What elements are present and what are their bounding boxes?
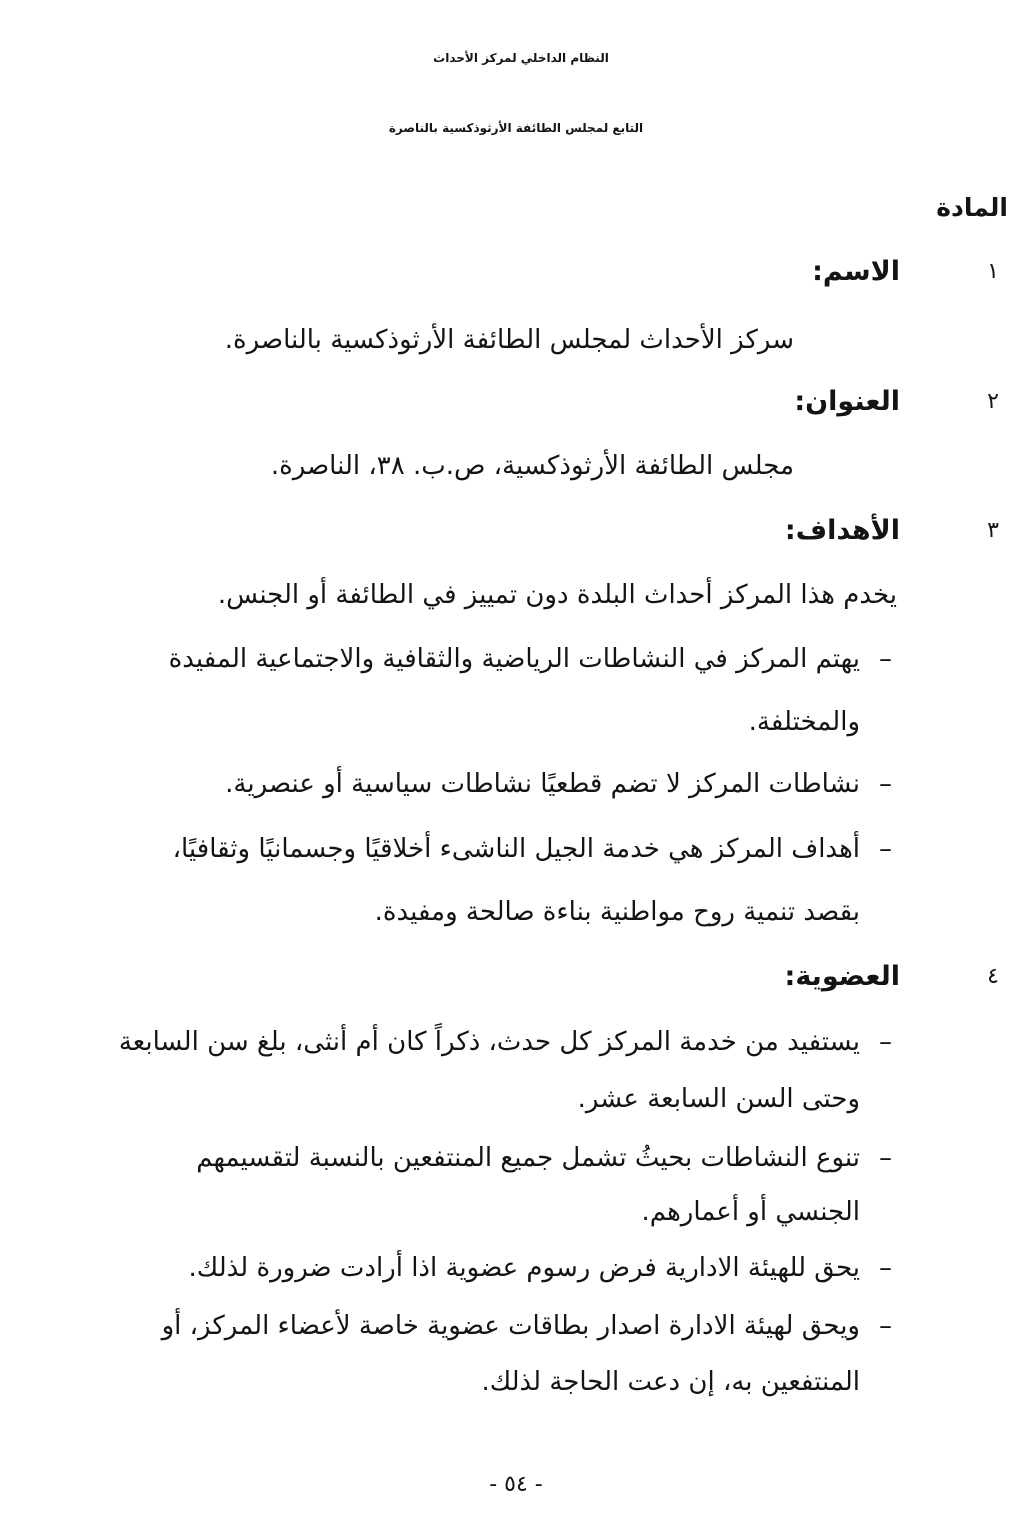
article-3-bullet-3-line-1: أهداف المركز هي خدمة الجيل الناشىء أخلاقيًا وجسمانيًا وثقافيًا،	[172, 834, 860, 864]
document-title-line-1: النظام الداخلي لمركز الأحداث	[433, 51, 609, 65]
article-2-text: مجلس الطائفة الأرثوذكسية، ص.ب. ٣٨، الناصرة.	[270, 451, 794, 481]
article-4-bullet-4-line-1: ويحق لهيئة الادارة اصدار بطاقات عضوية خاصة لأعضاء المركز، أو	[161, 1311, 860, 1341]
article-4-bullet-3-line-1: يحق للهيئة الادارية فرض رسوم عضوية اذا أرادت ضرورة لذلك.	[188, 1253, 860, 1283]
bullet-dash: –	[879, 644, 892, 674]
article-3-title: الأهداف:	[784, 515, 900, 546]
article-3-bullet-1-line-2: والمختلفة.	[748, 707, 860, 737]
article-1-number: ١	[987, 259, 999, 284]
bullet-dash: –	[879, 1027, 892, 1057]
article-3-bullet-3-line-2: بقصد تنمية روح مواطنية بناءة صالحة ومفيدة.	[374, 897, 860, 927]
page-number: - ٥٤ -	[489, 1472, 543, 1497]
article-4-bullet-1-line-1: يستفيد من خدمة المركز كل حدث، ذكراً كان أم أنثى، بلغ سن السابعة	[118, 1027, 860, 1057]
bullet-dash: –	[879, 1253, 892, 1283]
article-3-bullet-1-line-1: يهتم المركز في النشاطات الرياضية والثقافية والاجتماعية المفيدة	[168, 644, 860, 674]
bullet-dash: –	[879, 1143, 892, 1173]
bullet-dash: –	[879, 769, 892, 799]
document-title-line-2: التابع لمجلس الطائفة الأرثوذكسية بالناصرة	[388, 121, 644, 135]
article-4-bullet-1-line-2: وحتى السن السابعة عشر.	[577, 1084, 860, 1114]
article-4-title: العضوية:	[784, 961, 900, 992]
bullet-dash: –	[879, 834, 892, 864]
article-2-title: العنوان:	[794, 386, 900, 417]
article-4-bullet-2-line-2: الجنسي أو أعمارهم.	[641, 1197, 860, 1227]
bullet-dash: –	[879, 1311, 892, 1341]
article-3-number: ٣	[987, 518, 999, 543]
article-1-title: الاسم:	[812, 256, 900, 287]
article-4-bullet-4-line-2: المنتفعين به، إن دعت الحاجة لذلك.	[481, 1367, 860, 1397]
article-3-intro: يخدم هذا المركز أحداث البلدة دون تمييز في الطائفة أو الجنس.	[217, 580, 897, 610]
article-1-text: سركز الأحداث لمجلس الطائفة الأرثوذكسية بالناصرة.	[224, 325, 794, 355]
article-column-header: المادة	[936, 193, 1008, 222]
article-2-number: ٢	[987, 389, 999, 414]
article-4-number: ٤	[987, 964, 999, 989]
article-4-bullet-2-line-1: تنوع النشاطات بحيثُ تشمل جميع المنتفعين بالنسبة لتقسيمهم	[196, 1143, 860, 1173]
article-3-bullet-2-line-1: نشاطات المركز لا تضم قطعيًا نشاطات سياسية أو عنصرية.	[225, 769, 860, 799]
